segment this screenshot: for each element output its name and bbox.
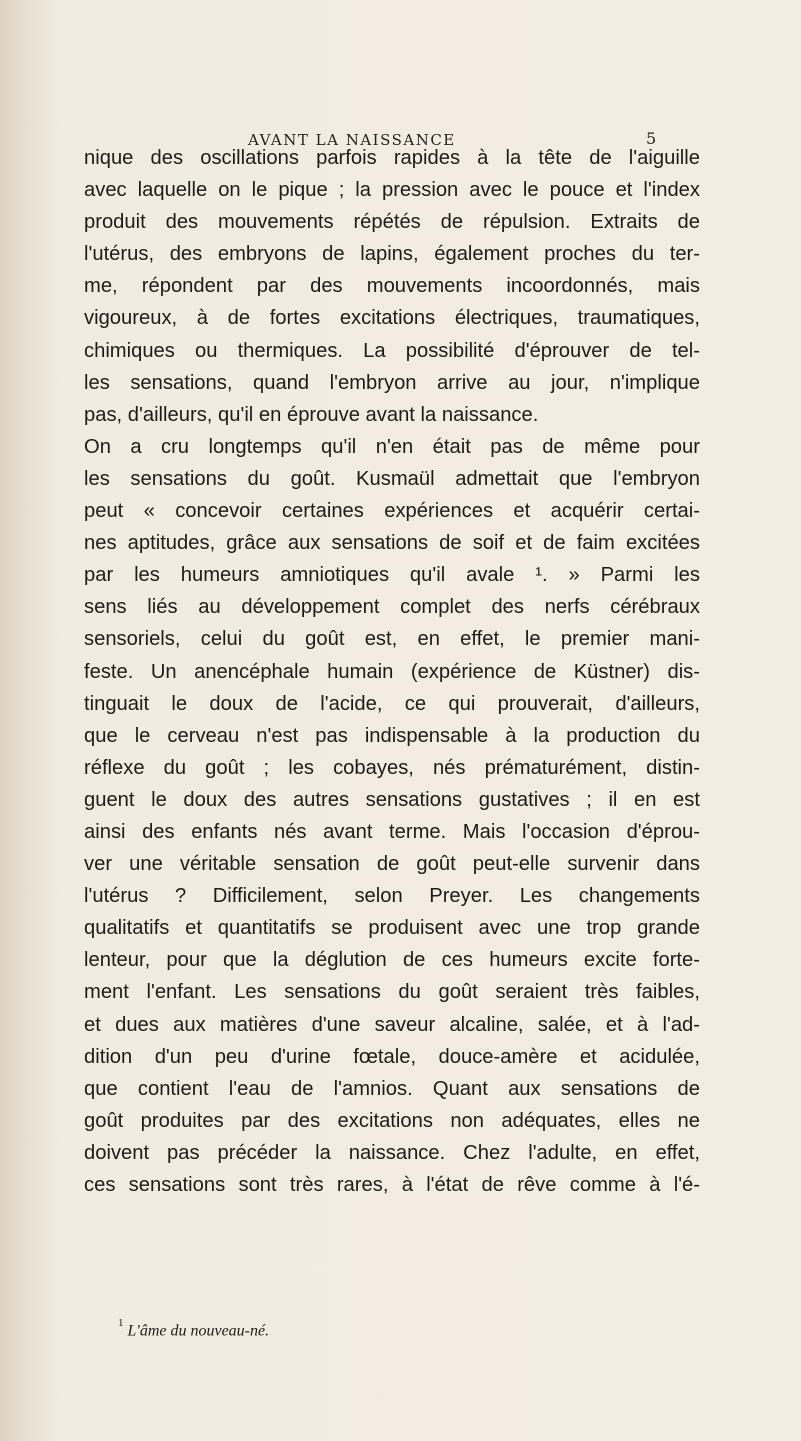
text-line: que le cerveau n'est pas indispensable à la production du [84, 724, 700, 747]
text-line: sensoriels, celui du goût est, en effet, le premier mani- [84, 628, 700, 651]
text-line: pas, d'ailleurs, qu'il en éprouve avant la naissance. [84, 403, 539, 426]
text-line: l'utérus, des embryons de lapins, également proches du ter- [84, 243, 700, 266]
text-line: guent le doux des autres sensations gustatives ; il en est [84, 788, 700, 811]
page-number: 5 [646, 129, 657, 148]
running-head: AVANT LA NAISSANCE [248, 131, 456, 149]
body-text [84, 142, 700, 1201]
text-line: dition d'un peu d'urine fœtale, douce-amère et acidulée, [84, 1045, 700, 1068]
text-line: On a cru longtemps qu'il n'en était pas de même pour [84, 435, 700, 458]
text-line: nique des oscillations parfois rapides à la tête de l'aiguille [84, 147, 700, 169]
text-line: goût produites par des excitations non adéquates, elles ne [84, 1109, 700, 1132]
text-line: ment l'enfant. Les sensations du goût seraient très faibles, [84, 981, 700, 1004]
text-line: ces sensations sont très rares, à l'état de rêve comme à l'é- [84, 1174, 700, 1196]
text-line: feste. Un anencéphale humain (expérience de Küstner) dis- [84, 660, 700, 683]
text-line: produit des mouvements répétés de répulsion. Extraits de [84, 211, 700, 234]
text-line: me, répondent par des mouvements incoordonnés, mais [84, 275, 700, 298]
text-line: sens liés au développement complet des nerfs cérébraux [84, 596, 700, 619]
text-line: que contient l'eau de l'amnios. Quant aux sensations de [84, 1077, 700, 1100]
text-line: les sensations, quand l'embryon arrive au jour, n'implique [84, 371, 700, 394]
footnote [118, 1317, 270, 1340]
text-line: ainsi des enfants nés avant terme. Mais l'occasion d'éprou- [84, 820, 700, 843]
text-line: et dues aux matières d'une saveur alcaline, salée, et à l'ad- [84, 1013, 700, 1036]
text-line: peut « concevoir certaines expériences et acquérir certai- [84, 500, 700, 523]
text-line: réflexe du goût ; les cobayes, nés prématurément, distin- [84, 756, 700, 779]
text-line: les sensations du goût. Kusmaül admettait que l'embryon [84, 467, 700, 490]
text-line: nes aptitudes, grâce aux sensations de soif et de faim excitées [84, 532, 700, 555]
text-line: lenteur, pour que la déglution de ces humeurs excite forte- [84, 949, 700, 972]
text-line: chimiques ou thermiques. La possibilité d'éprouver de tel- [84, 339, 700, 362]
text-line: qualitatifs et quantitatifs se produisent avec une trop grande [84, 917, 700, 940]
page-header [0, 99, 801, 149]
text-line: avec laquelle on le pique ; la pression avec le pouce et l'index [84, 179, 700, 202]
text-line: tinguait le doux de l'acide, ce qui prouverait, d'ailleurs, [84, 692, 700, 715]
text-line: l'utérus ? Difficilement, selon Preyer. Les changements [84, 885, 700, 908]
text-line: doivent pas précéder la naissance. Chez l'adulte, en effet, [84, 1141, 700, 1164]
text-line: vigoureux, à de fortes excitations électriques, traumatiques, [84, 307, 700, 330]
footnote-text: L'âme du nouveau-né. [127, 1322, 270, 1340]
text-line: par les humeurs amniotiques qu'il avale ¹. » Parmi les [84, 564, 700, 587]
footnote-marker: 1 [118, 1317, 124, 1329]
text-line: ver une véritable sensation de goût peut-elle survenir dans [84, 853, 700, 876]
